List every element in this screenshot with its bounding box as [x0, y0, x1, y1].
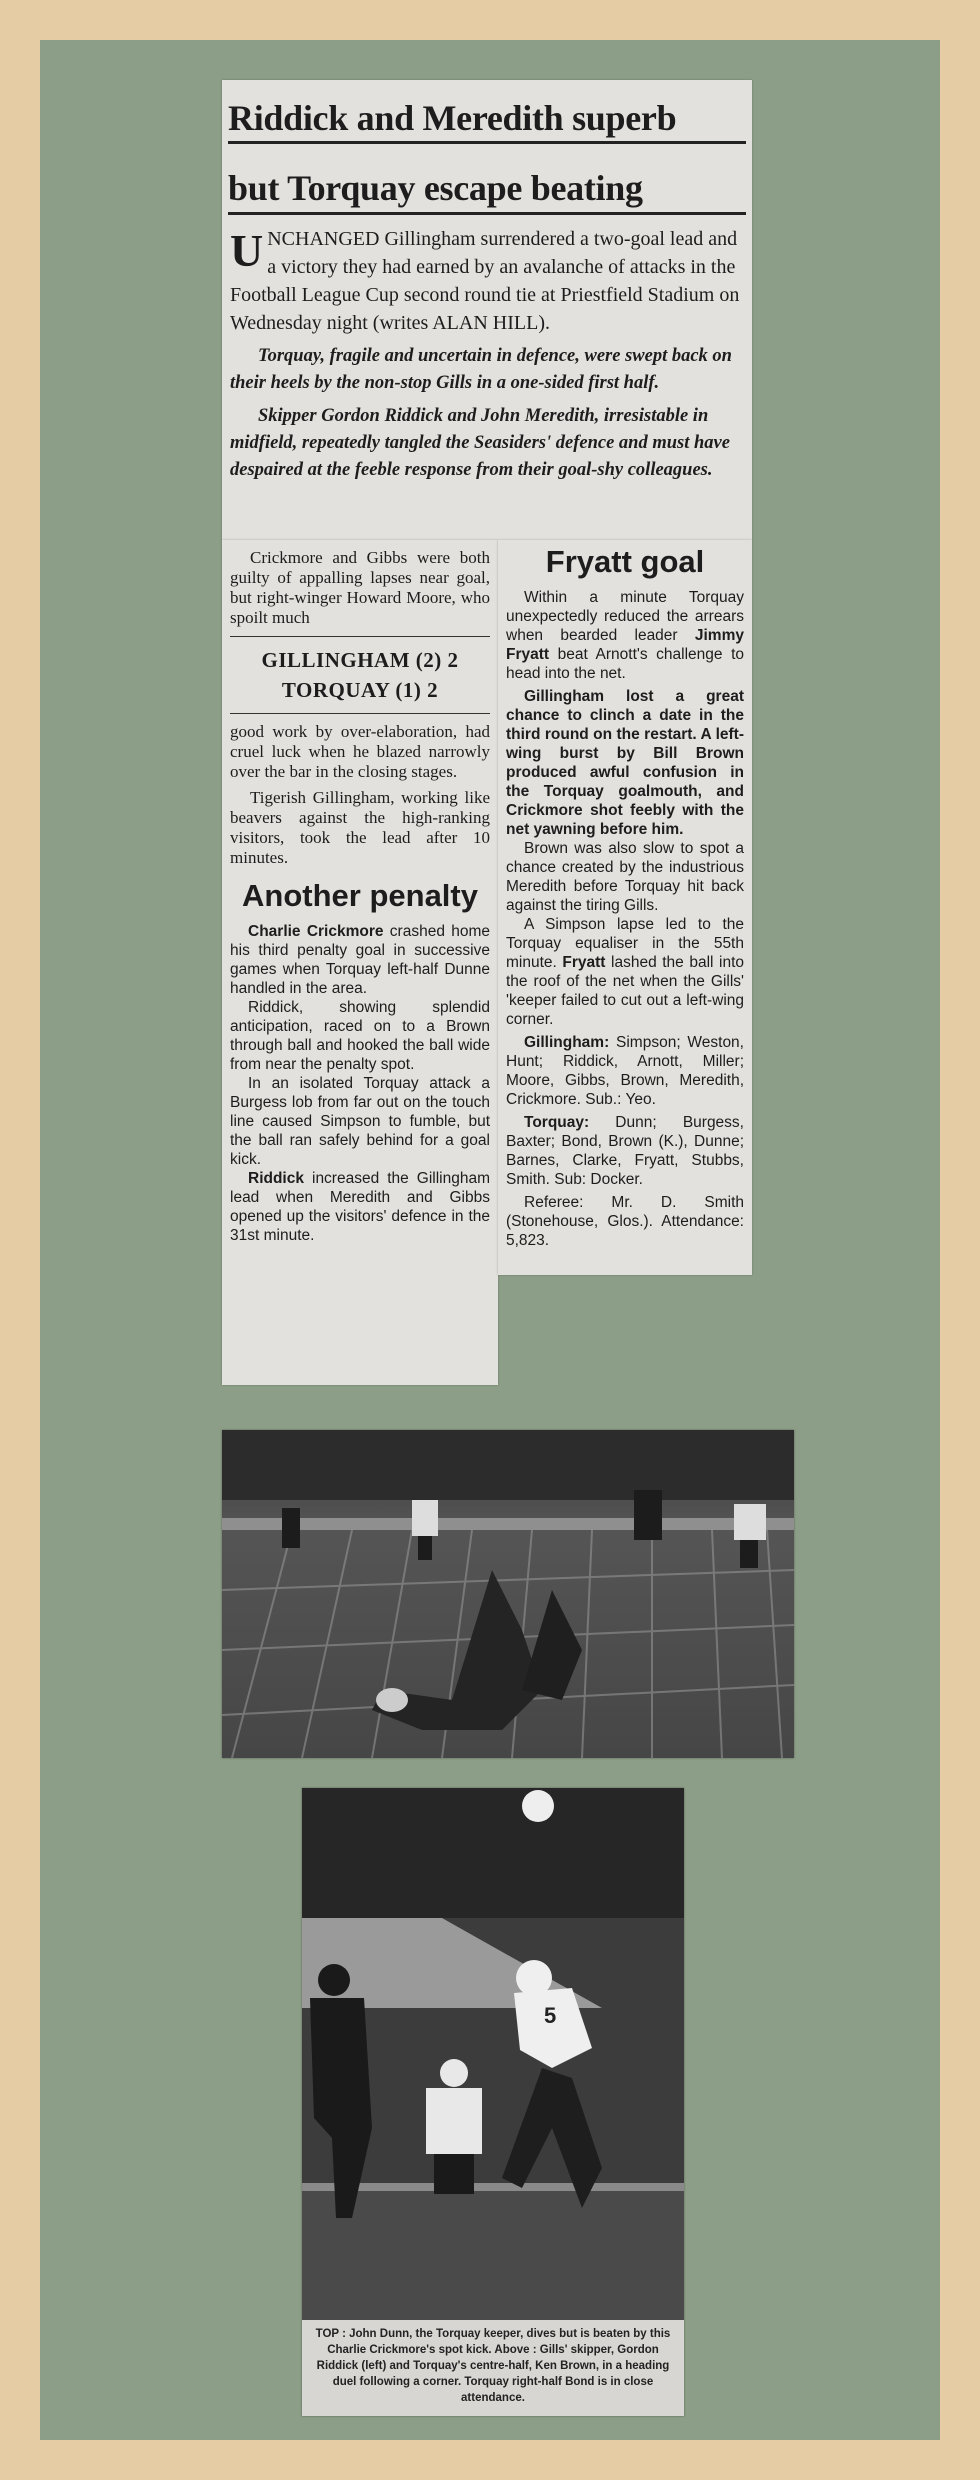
shirt-number: 5: [544, 2003, 557, 2028]
left-paragraph-5: Riddick, showing splendid anticipation, raced on to a Brown through ball and hooked the ball wide from near the penalty spot.: [230, 999, 490, 1073]
headline-line-2: but Torquay escape beating: [228, 168, 643, 209]
left-paragraph-4: [222, 922, 498, 998]
italic-paragraph-1: Torquay, fragile and uncertain in defence, were swept back on their heels by the non-stop Gills in a one-sided first half.: [230, 345, 732, 393]
name-riddick: Riddick: [248, 1170, 304, 1187]
team-gillingham-label: Gillingham:: [524, 1034, 610, 1051]
photo-penalty-dive-image: [222, 1430, 794, 1758]
score-away: TORQUAY (1) 2: [281, 678, 439, 702]
referee-attendance: Referee: Mr. D. Smith (Stonehouse, Glos.). Attendance: 5,823.: [506, 1194, 744, 1249]
name-fryatt-2: Fryatt: [562, 954, 606, 971]
team-torquay-list: Dunn; Burgess, Baxter; Bond, Brown (K.), Dunne; Barnes, Clarke, Fryatt, Stubbs, Smith. Sub: Docker.: [506, 1114, 744, 1188]
team-torquay: [498, 1113, 752, 1189]
headline-rule: [228, 141, 746, 144]
name-crickmore: Charlie Crickmore: [248, 923, 384, 940]
right-paragraph-4-b: lashed the ball into the roof of the net when the Gills' 'keeper failed to cut out a left-wing corner.: [506, 954, 744, 1028]
score-box: [230, 636, 490, 714]
left-paragraph-6: In an isolated Torquay attack a Burgess lob from far out on the touch line caused Simpson to fumble, but the ball ran safely behind for a goal kick.: [230, 1075, 490, 1168]
subhead-fryatt-goal: Fryatt goal: [545, 544, 705, 579]
right-column-clipping: [498, 540, 752, 1275]
subhead-another-penalty: Another penalty: [242, 878, 478, 913]
score-home: GILLINGHAM (2) 2: [261, 648, 459, 672]
right-paragraph-1: [498, 588, 752, 683]
team-gillingham-list: Simpson; Weston, Hunt; Riddick, Arnott, Miller; Moore, Gibbs, Brown, Meredith, Crickmore. Sub.: Yeo.: [506, 1034, 744, 1108]
left-paragraph-2: good work by over-elaboration, had cruel luck when he blazed narrowly over the bar in the closing stages.: [230, 722, 490, 781]
left-paragraph-3: Tigerish Gillingham, working like beavers against the high-ranking visitors, took the lead after 10 minutes.: [230, 788, 490, 867]
photo-caption: TOP : John Dunn, the Torquay keeper, dives but is beaten by this Charlie Crickmore's spot kick. Above : Gills' skipper, Gordon Riddick (left) and Torquay's centre-half, Ken Brown, in a heading duel following a corner. Torquay right-half Bond is in close attendance.: [302, 2320, 684, 2416]
left-paragraph-1: Crickmore and Gibbs were both guilty of appalling lapses near goal, but right-winger Howard Moore, who spoilt much: [230, 548, 490, 627]
right-paragraph-2: Gillingham lost a great chance to clinch a date in the third round on the restart. A left-wing burst by Bill Brown produced awful confusion in the Torquay goalmouth, and Crickmore shot feebly with the net yawning before him.: [506, 688, 744, 838]
photo-heading-duel-image: [302, 1788, 684, 2320]
intro-text: NCHANGED Gillingham surrendered a two-goal lead and a victory they had earned by an avalanche of attacks in the Football League Cup second round tie at Priestfield Stadium on Wednesday night (writes ALAN HILL).: [230, 227, 740, 334]
left-paragraph-7-text: increased the Gillingham lead when Meredith and Gibbs opened up the visitors' defence in the 31st minute.: [230, 1170, 490, 1244]
left-paragraph-4-text: crashed home his third penalty goal in successive games when Torquay left-half Dunne handled in the area.: [230, 923, 491, 997]
article-header-clipping: [222, 80, 752, 540]
right-paragraph-1-a: Within a minute Torquay unexpectedly reduced the arrears when bearded leader: [506, 589, 744, 644]
left-paragraph-7: [222, 1169, 498, 1245]
team-torquay-label: Torquay:: [524, 1114, 590, 1131]
right-paragraph-1-b: beat Arnott's challenge to head into the net.: [506, 646, 744, 682]
photo-penalty-dive: [222, 1430, 794, 1758]
headline-line-1: Riddick and Meredith superb: [228, 98, 677, 138]
right-paragraph-4-a: A Simpson lapse led to the Torquay equaliser in the 55th minute.: [506, 916, 744, 971]
name-fryatt: Jimmy Fryatt: [506, 627, 744, 663]
team-gillingham: [498, 1033, 752, 1109]
headline-rule-2: [228, 212, 746, 215]
left-column-clipping: [222, 540, 498, 1385]
italic-paragraph-2: Skipper Gordon Riddick and John Meredith, irresistable in midfield, repeatedly tangled the Seasiders' defence and must have despaired at the feeble response from their goal-shy colleagues.: [230, 405, 730, 480]
right-paragraph-3: Brown was also slow to spot a chance created by the industrious Meredith before Torquay hit back against the tiring Gills.: [506, 840, 744, 914]
photo-heading-duel: [302, 1788, 684, 2416]
right-paragraph-4: [498, 915, 752, 1029]
drop-cap: U: [230, 224, 264, 276]
intro-paragraph: [222, 221, 752, 337]
